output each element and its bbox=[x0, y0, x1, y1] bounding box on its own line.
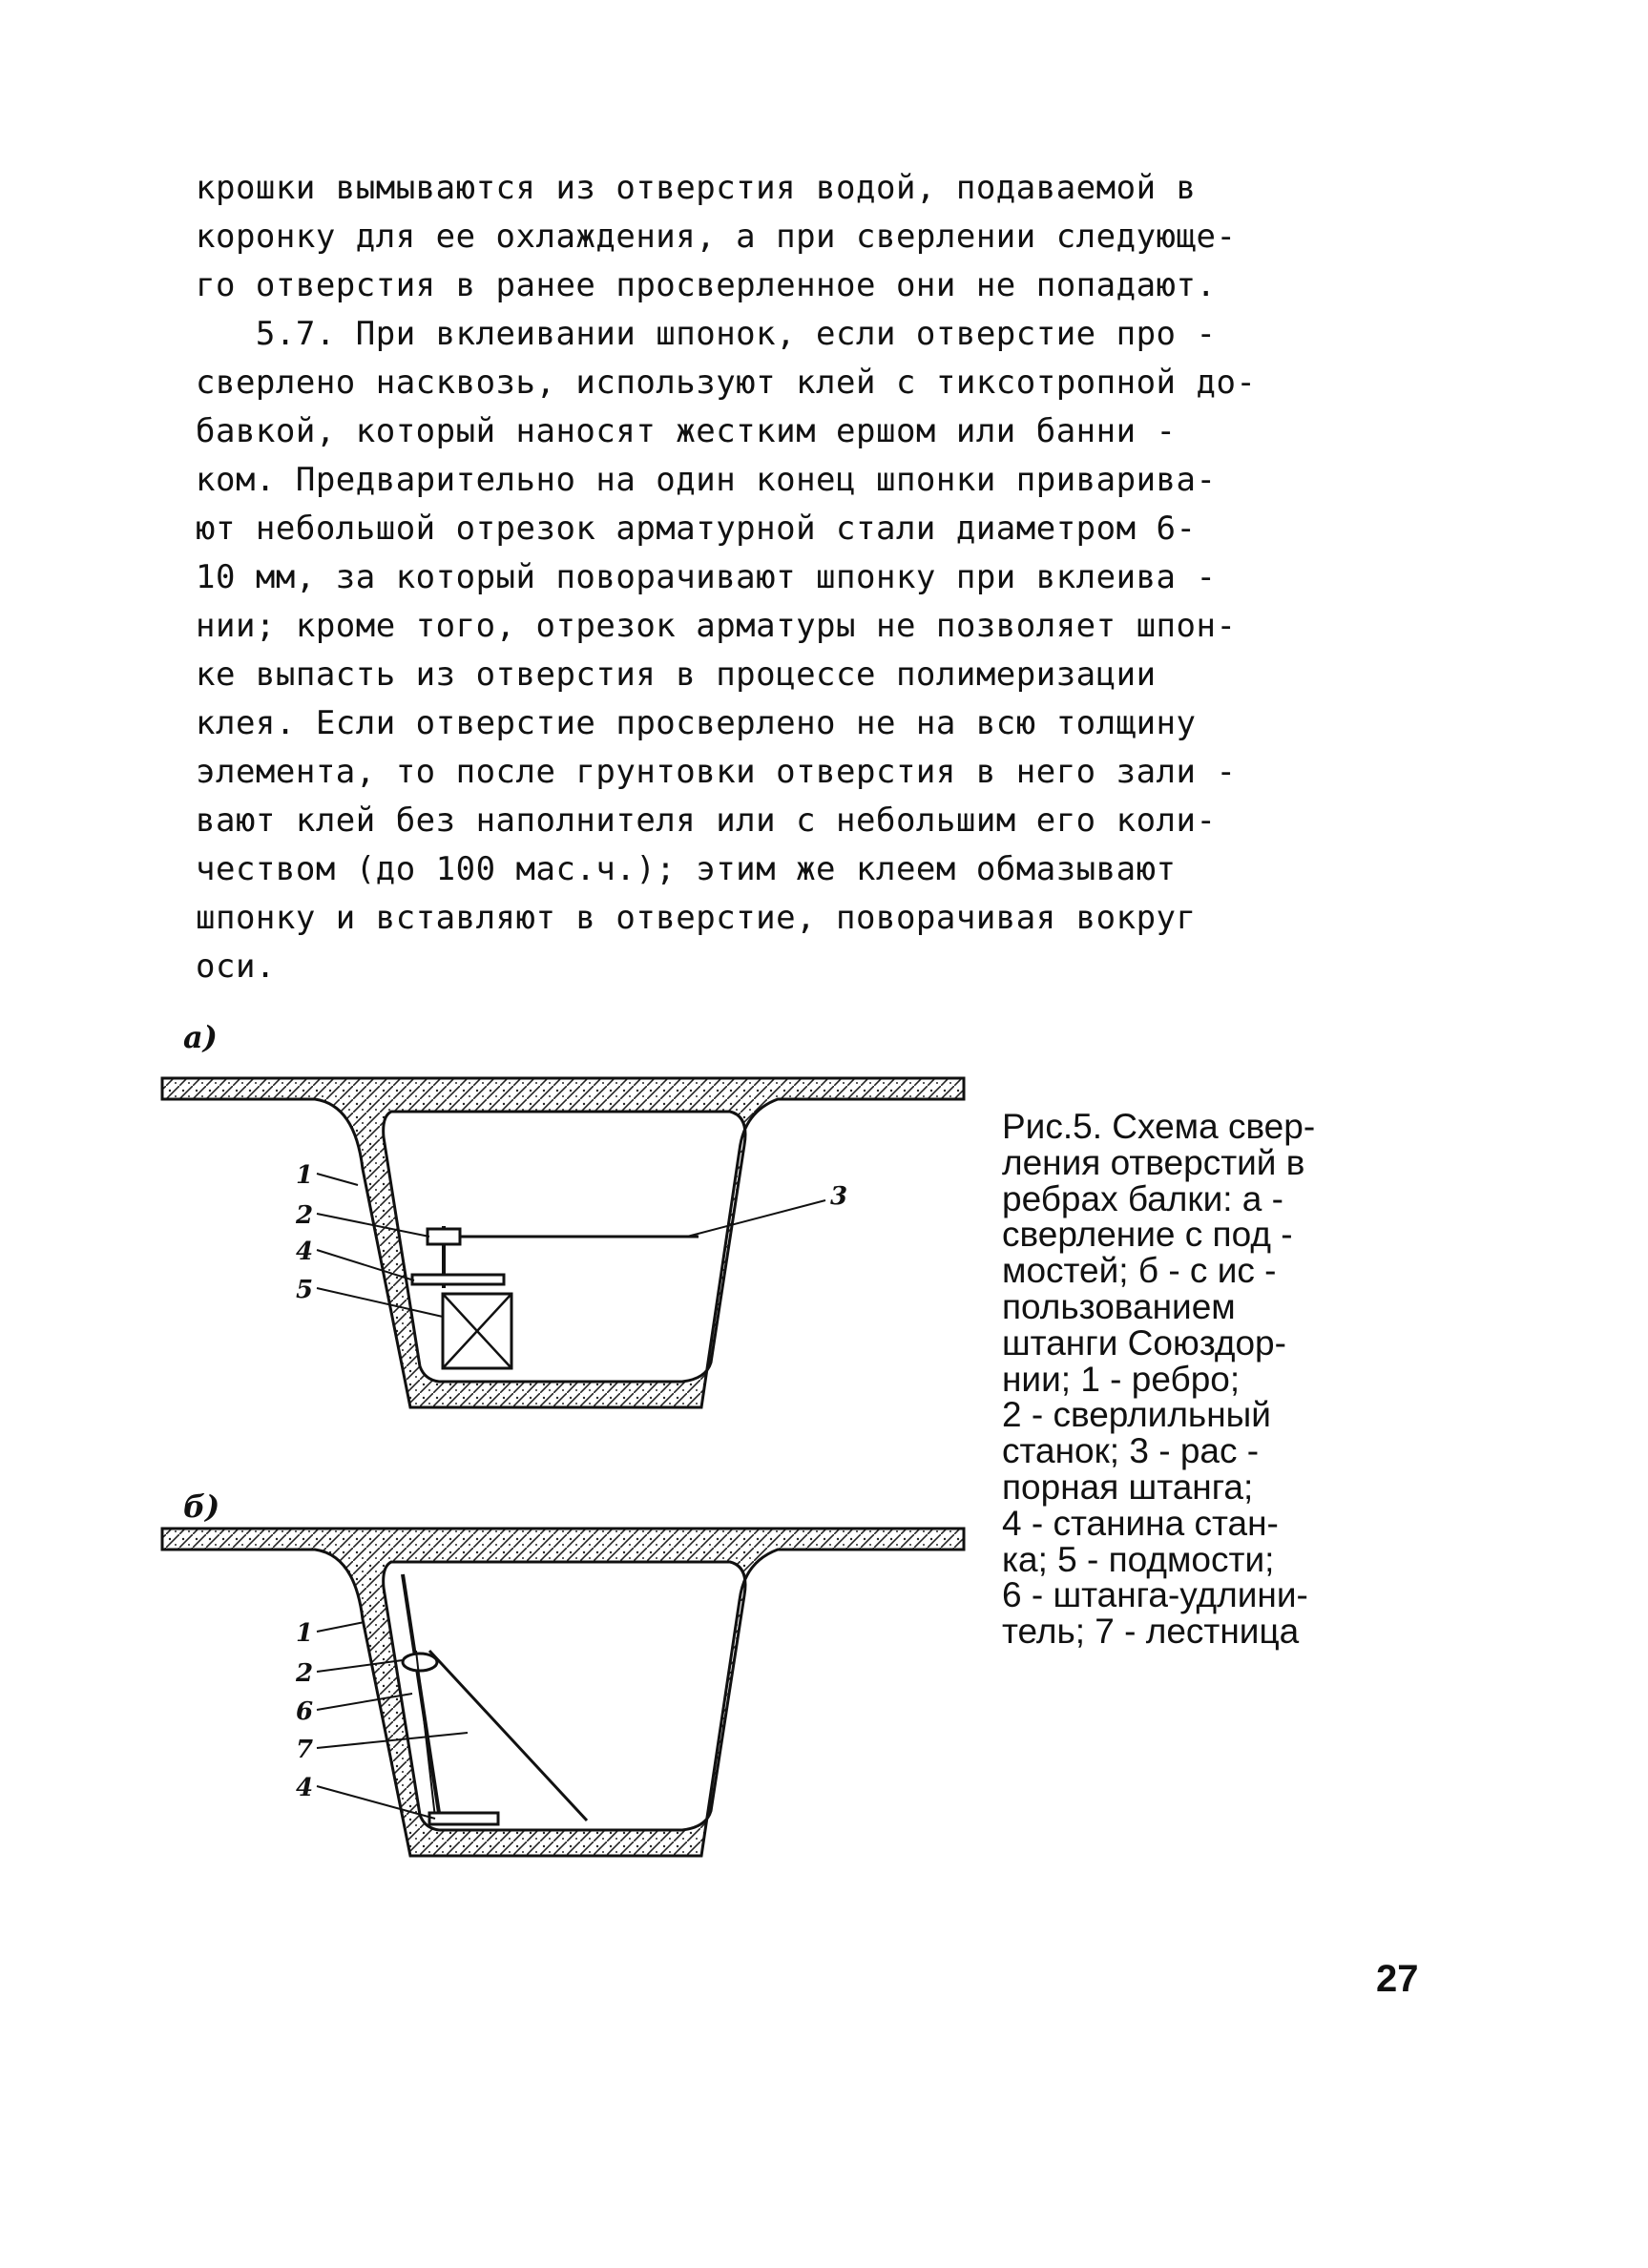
panel-a-label: а) bbox=[183, 1019, 218, 1055]
text-line-3: го отверстия в ранее просверленное они не попадают. bbox=[196, 266, 1217, 304]
callout-b-1: 1 bbox=[296, 1619, 314, 1648]
text-line-4: 5.7. При вклеивании шпонок, если отверстие про - bbox=[196, 315, 1217, 353]
beam-section-outline bbox=[162, 1078, 964, 1407]
text-line-7: ком. Предварительно на один конец шпонки приварива- bbox=[196, 461, 1217, 499]
text-line-11: ке выпасть из отверстия в процессе полимеризации bbox=[196, 655, 1157, 694]
machine-frame bbox=[412, 1275, 504, 1284]
caption-line: 2 - сверлильный bbox=[1002, 1395, 1271, 1435]
caption-line: ления отверстий в bbox=[1002, 1142, 1305, 1182]
caption-line: Рис.5. Схема свер- bbox=[1002, 1107, 1316, 1146]
figure-panel-a bbox=[153, 1059, 983, 1441]
callout-a-1: 1 bbox=[296, 1161, 314, 1190]
caption-line: мостей; б - с ис - bbox=[1002, 1251, 1277, 1291]
text-line-15: чеством (до 100 мас.ч.); этим же клеем обмазывают bbox=[196, 850, 1177, 888]
text-line-1: крошки вымываются из отверстия водой, подаваемой в bbox=[196, 169, 1197, 207]
caption-line: 4 - станина стан- bbox=[1002, 1503, 1279, 1543]
caption-line: порная штанга; bbox=[1002, 1467, 1254, 1507]
callout-a-3: 3 bbox=[830, 1182, 848, 1211]
callout-b-7: 7 bbox=[296, 1736, 314, 1764]
drilling-machine bbox=[412, 1226, 699, 1368]
callout-b-4: 4 bbox=[296, 1774, 314, 1802]
panel-b-label: б) bbox=[183, 1488, 220, 1525]
page-number: 27 bbox=[1376, 1958, 1419, 2000]
caption-line: пользованием bbox=[1002, 1286, 1236, 1326]
text-line-16: шпонку и вставляют в отверстие, поворачивая вокруг bbox=[196, 899, 1197, 937]
extension-rod-setup bbox=[403, 1574, 587, 1824]
callout-a-5: 5 bbox=[296, 1276, 314, 1304]
text-line-8: ют небольшой отрезок арматурной стали диаметром 6- bbox=[196, 510, 1197, 548]
text-line-2: коронку для ее охлаждения, а при сверлении следующе- bbox=[196, 218, 1237, 256]
callout-a-2: 2 bbox=[296, 1201, 314, 1230]
caption-line: 6 - штанга-удлини- bbox=[1002, 1575, 1308, 1615]
callout-b-2: 2 bbox=[296, 1659, 314, 1688]
caption-line: штанги Союздор- bbox=[1002, 1322, 1286, 1363]
callout-a-4: 4 bbox=[296, 1238, 314, 1266]
text-line-9: 10 мм, за который поворачивают шпонку при вклеива - bbox=[196, 558, 1217, 596]
caption-line: сверление с под - bbox=[1002, 1215, 1293, 1255]
text-line-13: элемента, то после грунтовки отверстия в него зали - bbox=[196, 753, 1237, 791]
figure-caption bbox=[1002, 1109, 1403, 1650]
beam-section-outline bbox=[162, 1529, 964, 1856]
drill-unit bbox=[403, 1654, 437, 1671]
ladder bbox=[429, 1651, 587, 1821]
text-line-5: сверлено насквозь, используют клей с тиксотропной до- bbox=[196, 364, 1257, 402]
text-line-12: клея. Если отверстие просверлено не на всю толщину bbox=[196, 704, 1197, 742]
caption-line: тель; 7 - лестница bbox=[1002, 1612, 1300, 1652]
caption-line: ка; 5 - подмости; bbox=[1002, 1539, 1275, 1579]
callout-b-6: 6 bbox=[296, 1697, 314, 1726]
caption-line: станок; 3 - рас - bbox=[1002, 1431, 1260, 1471]
machine-frame bbox=[429, 1813, 498, 1824]
text-line-10: нии; кроме того, отрезок арматуры не позволяет шпон- bbox=[196, 607, 1237, 645]
caption-line: ребрах балки: а - bbox=[1002, 1178, 1283, 1218]
text-line-14: вают клей без наполнителя или с небольшим его коли- bbox=[196, 801, 1217, 840]
figure-panel-b bbox=[153, 1508, 983, 1889]
text-line-17: оси. bbox=[196, 947, 276, 986]
text-line-6: бавкой, который наносят жестким ершом или банни - bbox=[196, 412, 1177, 450]
body-text bbox=[196, 164, 1427, 991]
caption-line: нии; 1 - ребро; bbox=[1002, 1359, 1241, 1399]
